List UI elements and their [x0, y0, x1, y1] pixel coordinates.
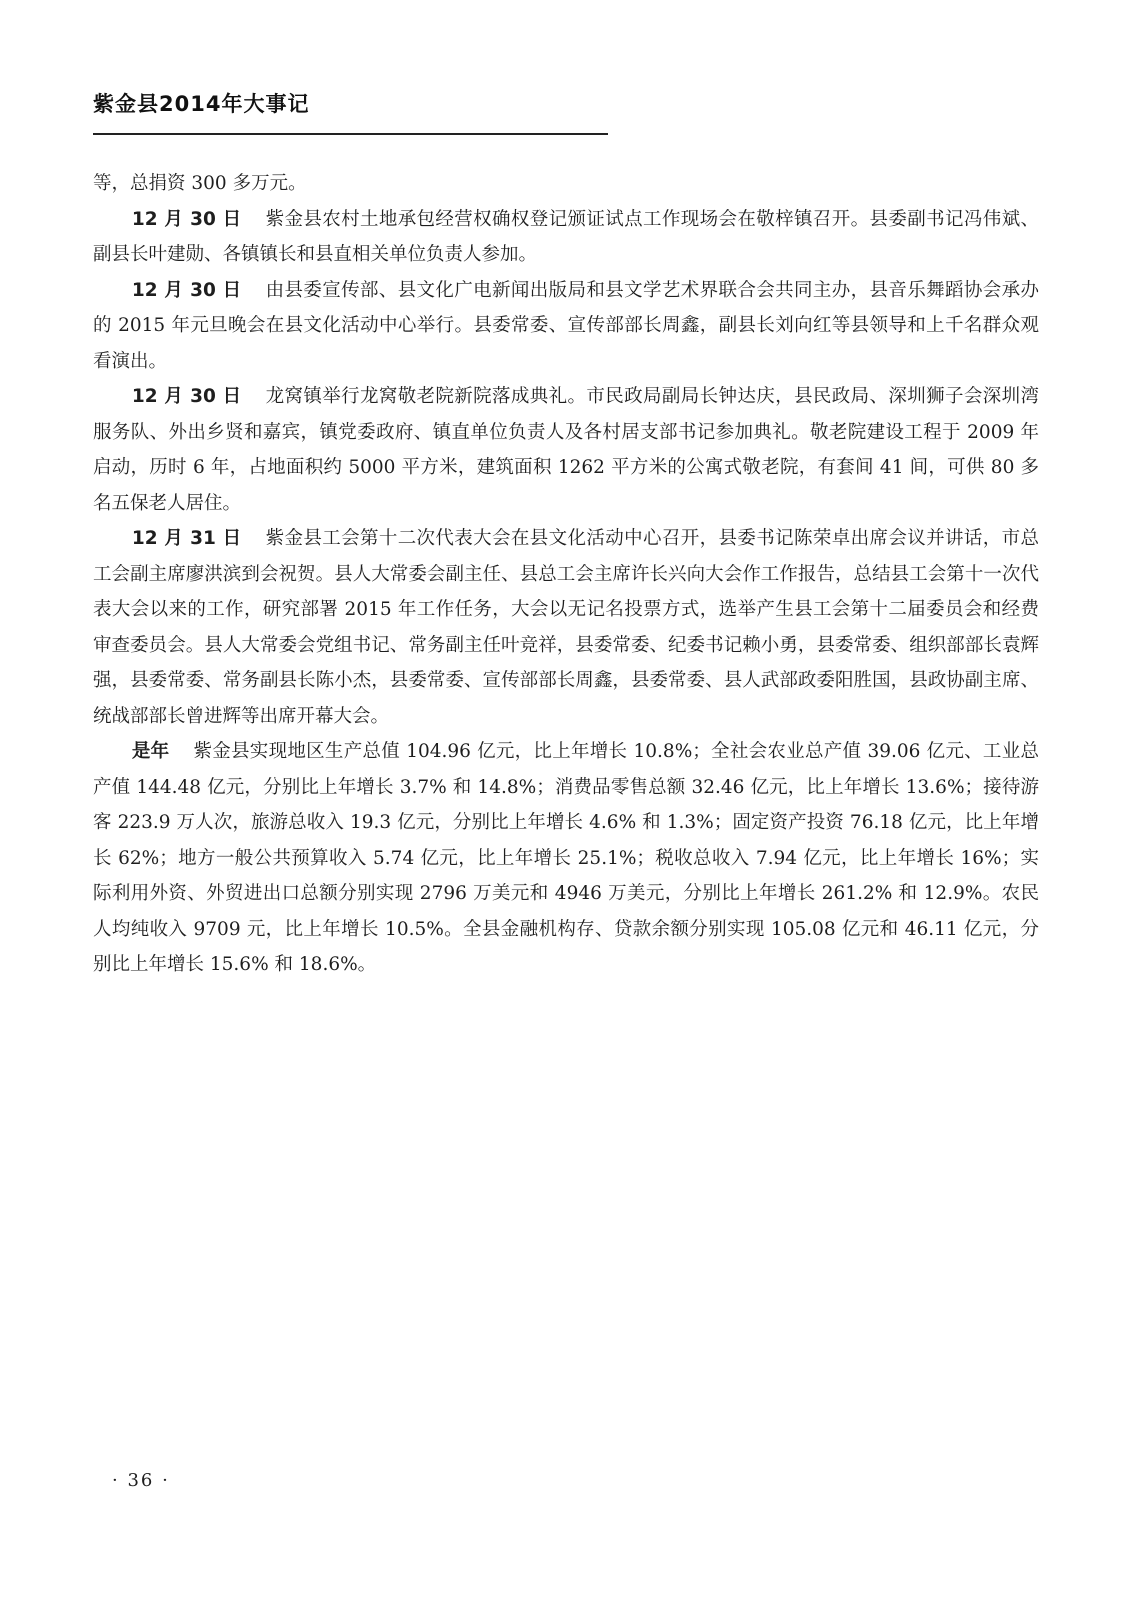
chronicle-entry [93, 379, 1039, 521]
entry-date: 12 月 31 日 [131, 528, 242, 549]
entry-text: 由县委宣传部、县文化广电新闻出版局和县文学艺术界联合会共同主办，县音乐舞蹈协会承办的 2015 年元旦晚会在县文化活动中心举行。县委常委、宣传部部长周鑫，副县长刘向红等县领导和上千名群众观看演出。 [93, 279, 1039, 372]
entry-date: 12 月 30 日 [131, 386, 242, 407]
chronicle-entry [93, 734, 1039, 983]
running-header-title: 紫金县2014年大事记 [93, 92, 310, 116]
entry-date: 12 月 30 日 [131, 208, 242, 230]
entry-date: 12 月 30 日 [131, 279, 242, 301]
page-number: · 36 · [112, 1470, 170, 1491]
continuation-paragraph: 等，总捐资 300 多万元。 [93, 173, 307, 194]
chronicle-entry [93, 521, 1039, 734]
header-rule [93, 133, 608, 135]
entry-text: 龙窝镇举行龙窝敬老院新院落成典礼。市民政局副局长钟达庆，县民政局、深圳狮子会深圳湾服务队、外出乡贤和嘉宾，镇党委政府、镇直单位负责人及各村居支部书记参加典礼。敬老院建设工程于 2009 年启动，历时 6 年，占地面积约 5000 平方米，建筑面积 1262 平方米的公寓式敬老院，有套间 41 间，可供 80 多名五保老人居住。 [93, 386, 1039, 514]
page-body [93, 166, 1039, 983]
entry-text: 紫金县实现地区生产总值 104.96 亿元，比上年增长 10.8%；全社会农业总产值 39.06 亿元、工业总产值 144.48 亿元，分别比上年增长 3.7% 和 14.8%；消费品零售总额 32.46 亿元，比上年增长 13.6%；接待游客 223.9 万人次，旅游总收入 19.3 亿元，分别比上年增长 4.6% 和 1.3%；固定资产投资 76.18 亿元，比上年增长 62%；地方一般公共预算收入 5.74 亿元，比上年增长 25.1%；税收总收入 7.94 亿元，比上年增长 16%；实际利用外资、外贸进出口总额分别实现 2796 万美元和 4946 万美元，分别比上年增长 261.2% 和 12.9%。农民人均纯收入 9709 元，比上年增长 10.5%。全县金融机构存、贷款余额分别实现 105.08 亿元和 46.11 亿元，分别比上年增长 15.6% 和 18.6%。 [93, 741, 1039, 975]
entry-text: 紫金县农村土地承包经营权确权登记颁证试点工作现场会在敬梓镇召开。县委副书记冯伟斌、副县长叶建勋、各镇镇长和县直相关单位负责人参加。 [93, 208, 1039, 265]
entry-text: 紫金县工会第十二次代表大会在县文化活动中心召开，县委书记陈荣卓出席会议并讲话，市总工会副主席廖洪滨到会祝贺。县人大常委会副主任、县总工会主席许长兴向大会作工作报告，总结县工会第十一次代表大会以来的工作，研究部署 2015 年工作任务，大会以无记名投票方式，选举产生县工会第十二届委员会和经费审查委员会。县人大常委会党组书记、常务副主任叶竞祥，县委常委、纪委书记赖小勇，县委常委、组织部部长袁辉强，县委常委、常务副县长陈小杰，县委常委、宣传部部长周鑫，县委常委、县人武部政委阳胜国，县政协副主席、统战部部长曾进辉等出席开幕大会。 [93, 528, 1039, 727]
chronicle-entry [93, 273, 1039, 380]
chronicle-entry [93, 202, 1039, 273]
entry-date: 是年 [131, 741, 170, 762]
